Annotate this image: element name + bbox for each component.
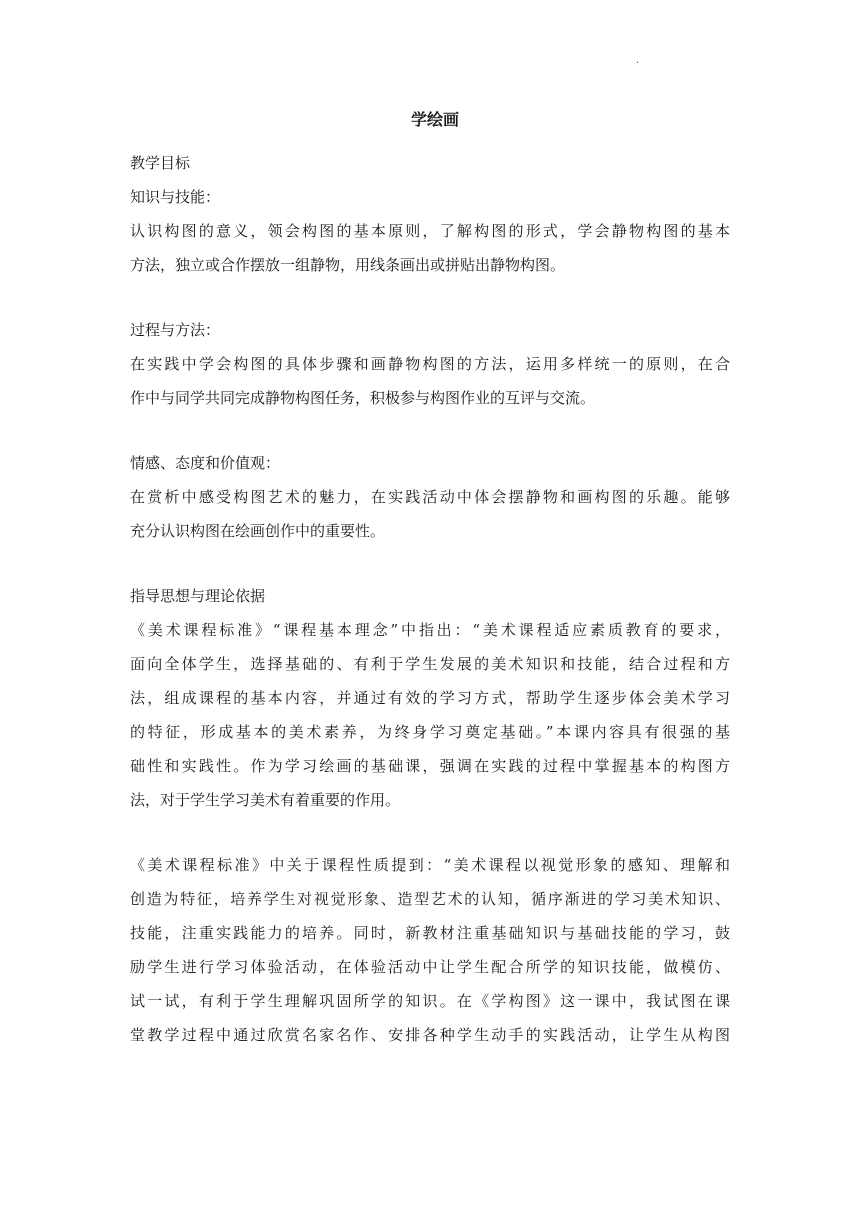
text-line: 试一试，有利于学生理解巩固所学的知识。在《学构图》这一课中，我试图在课 xyxy=(130,992,730,1010)
text-line: 在实践中学会构图的具体步骤和画静物构图的方法，运用多样统一的原则，在合 xyxy=(130,355,730,373)
text-line: 法，组成课程的基本内容，并通过有效的学习方式，帮助学生逐步体会美术学习 xyxy=(130,689,730,707)
document-body xyxy=(130,146,730,1052)
text-line: 教学目标 xyxy=(130,154,191,172)
text-line: 励学生进行学习体验活动，在体验活动中让学生配合所学的知识技能，做模仿、 xyxy=(130,958,730,976)
text-line: 知识与技能： xyxy=(130,188,221,206)
text-line: 认识构图的意义，领会构图的基本原则，了解构图的形式，学会静物构图的基本 xyxy=(130,222,730,240)
text-line: 充分认识构图在绘画创作中的重要性。 xyxy=(130,522,386,540)
text-line: 法，对于学生学习美术有着重要的作用。 xyxy=(130,791,401,809)
blank-line xyxy=(130,548,730,579)
text-line: 《美术课程标准》中关于课程性质提到：“美术课程以视觉形象的感知、理解和 xyxy=(130,856,730,874)
blank-line xyxy=(130,415,730,446)
text-line: 过程与方法： xyxy=(130,321,221,339)
text-line: 在赏析中感受构图艺术的魅力，在实践活动中体会摆静物和画构图的乐趣。能够 xyxy=(130,488,730,506)
text-line: 堂教学过程中通过欣赏名家名作、安排各种学生动手的实践活动，让学生从构图 xyxy=(130,1026,730,1044)
text-line: 创造为特征，培养学生对视觉形象、造型艺术的认知，循序渐进的学习美术知识、 xyxy=(130,890,730,908)
text-line: 技能，注重实践能力的培养。同时，新教材注重基础知识与基础技能的学习，鼓 xyxy=(130,924,730,942)
text-line: 的特征，形成基本的美术素养，为终身学习奠定基础。”本课内容具有很强的基 xyxy=(130,723,730,741)
text-line: 方法，独立或合作摆放一组静物，用线条画出或拼贴出静物构图。 xyxy=(130,256,566,274)
header-dot-mark: . xyxy=(636,55,640,66)
blank-line xyxy=(130,817,730,848)
text-line: 作中与同学共同完成静物构图任务，积极参与构图作业的互评与交流。 xyxy=(130,389,596,407)
text-line: 情感、态度和价值观： xyxy=(130,454,281,472)
text-line: 指导思想与理论依据 xyxy=(130,587,266,605)
text-line: 面向全体学生，选择基础的、有利于学生发展的美术知识和技能，结合过程和方 xyxy=(130,655,730,673)
text-line: 础性和实践性。作为学习绘画的基础课，强调在实践的过程中掌握基本的构图方 xyxy=(130,757,730,775)
blank-line xyxy=(130,282,730,313)
text-line: 《美术课程标准》“课程基本理念”中指出：“美术课程适应素质教育的要求， xyxy=(130,621,730,639)
document-title: 学绘画 xyxy=(410,110,459,129)
